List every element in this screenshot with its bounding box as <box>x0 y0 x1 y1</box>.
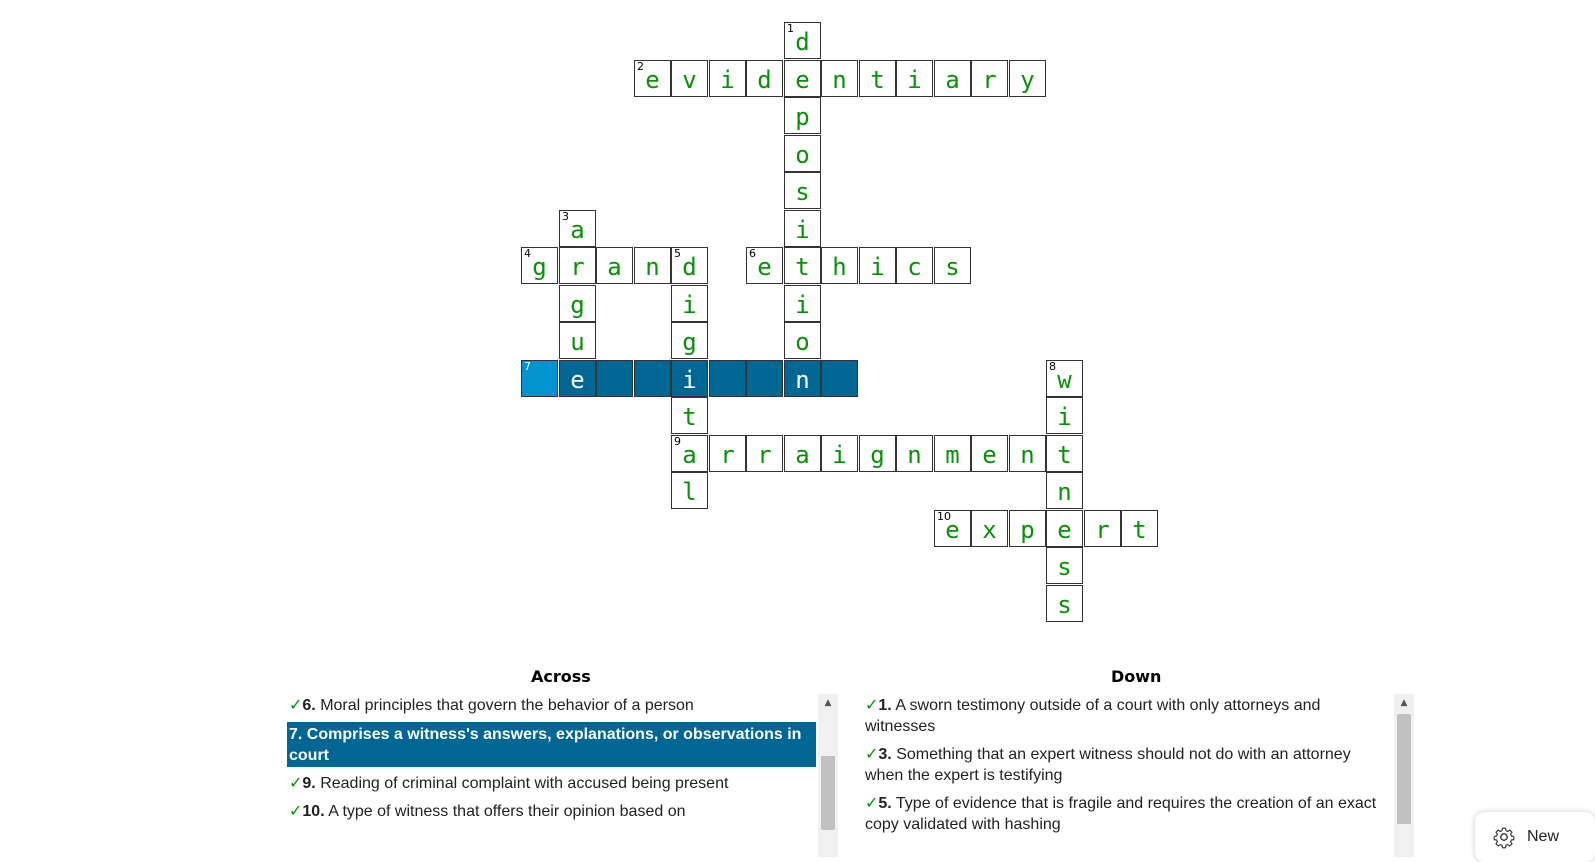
clue-number: 9 <box>674 435 681 448</box>
grid-cell[interactable] <box>896 247 933 284</box>
clue-number: 1 <box>787 22 794 35</box>
grid-cell[interactable] <box>671 435 708 472</box>
across-clue-item[interactable] <box>287 694 816 722</box>
clue-number-label: 3. <box>878 746 892 763</box>
cell-letter: n <box>795 366 810 394</box>
across-clue-item[interactable] <box>287 722 816 767</box>
cell-letter: t <box>682 403 697 431</box>
cell-letter: i <box>1057 403 1072 431</box>
grid-cell[interactable] <box>784 285 821 322</box>
clue-number-label: 5. <box>878 795 892 812</box>
checkmark-icon: ✓ <box>289 697 303 714</box>
grid-cell[interactable] <box>1046 547 1083 584</box>
cell-letter: e <box>945 516 960 544</box>
cell-letter: o <box>795 328 810 356</box>
cell-letter: s <box>1057 553 1072 581</box>
grid-cell[interactable] <box>559 360 596 397</box>
cell-letter: g <box>570 291 585 319</box>
grid-cell[interactable] <box>1046 510 1083 547</box>
cell-letter: i <box>720 66 735 94</box>
clue-text: Something that an expert witness should not do with an attorney when the expert is testifying <box>865 746 1351 784</box>
grid-cell[interactable] <box>971 510 1008 547</box>
clue-number: 5 <box>674 247 681 260</box>
cell-letter: l <box>682 478 697 506</box>
grid-cell[interactable] <box>671 360 708 397</box>
cell-letter: g <box>532 253 547 281</box>
down-clue-panel <box>863 694 1414 857</box>
scroll-up-icon[interactable]: ▲ <box>1400 698 1408 708</box>
grid-cell[interactable] <box>1046 397 1083 434</box>
grid-cell[interactable] <box>671 247 708 284</box>
grid-cell[interactable] <box>1009 60 1046 97</box>
grid-cell[interactable] <box>971 435 1008 472</box>
cell-letter: r <box>757 441 772 469</box>
clue-number: 6 <box>749 247 756 260</box>
grid-cell[interactable] <box>521 247 558 284</box>
across-heading: Across <box>531 667 591 686</box>
grid-cell[interactable] <box>559 210 596 247</box>
cell-letter: r <box>570 253 585 281</box>
down-scrollbar[interactable] <box>1394 694 1414 857</box>
cell-letter: v <box>682 66 697 94</box>
grid-cell[interactable] <box>559 285 596 322</box>
across-clue-panel <box>287 694 838 857</box>
grid-cell[interactable] <box>784 97 821 134</box>
cell-letter: e <box>1057 516 1072 544</box>
grid-cell[interactable] <box>784 60 821 97</box>
clue-number-label: 7. <box>289 726 303 743</box>
clue-number: 8 <box>1049 360 1056 373</box>
cell-letter: i <box>682 291 697 319</box>
checkmark-icon: ✓ <box>865 795 879 812</box>
cell-letter: d <box>682 253 697 281</box>
cell-letter: r <box>1095 516 1110 544</box>
grid-cell[interactable] <box>596 247 633 284</box>
clue-number: 10 <box>937 510 951 523</box>
cell-letter: a <box>682 441 697 469</box>
clue-number: 4 <box>524 247 531 260</box>
grid-cell[interactable] <box>1046 585 1083 622</box>
grid-cell[interactable] <box>784 360 821 397</box>
grid-cell[interactable] <box>896 60 933 97</box>
cell-letter: n <box>907 441 922 469</box>
grid-cell[interactable] <box>1009 510 1046 547</box>
grid-cell[interactable] <box>559 247 596 284</box>
clue-text: A sworn testimony outside of a court with only attorneys and witnesses <box>865 697 1321 735</box>
cell-letter: t <box>795 253 810 281</box>
grid-cell[interactable] <box>934 60 971 97</box>
grid-cell[interactable] <box>671 285 708 322</box>
across-clue-item[interactable] <box>287 772 816 800</box>
checkmark-icon: ✓ <box>865 697 879 714</box>
grid-cell[interactable] <box>896 435 933 472</box>
down-clue-item[interactable] <box>863 792 1392 841</box>
across-scrollbar[interactable] <box>818 694 838 857</box>
grid-cell[interactable] <box>746 435 783 472</box>
grid-cell[interactable] <box>709 360 746 397</box>
grid-cell[interactable] <box>821 360 858 397</box>
cell-letter: m <box>945 441 960 469</box>
grid-cell[interactable] <box>634 360 671 397</box>
cell-letter: r <box>720 441 735 469</box>
grid-cell[interactable] <box>1009 435 1046 472</box>
grid-cell[interactable] <box>859 435 896 472</box>
cell-letter: s <box>945 253 960 281</box>
clue-text: Type of evidence that is fragile and requires the creation of an exact copy validated with hashing <box>865 795 1377 833</box>
grid-cell[interactable] <box>784 22 821 59</box>
scroll-thumb[interactable] <box>1397 714 1411 824</box>
across-clue-item[interactable] <box>287 800 816 828</box>
grid-cell[interactable] <box>1046 472 1083 509</box>
cell-letter: w <box>1057 366 1072 394</box>
grid-cell[interactable] <box>559 322 596 359</box>
clue-number-label: 6. <box>302 697 316 714</box>
clue-number: 7 <box>524 360 531 373</box>
cell-letter: p <box>795 103 810 131</box>
cell-letter: i <box>870 253 885 281</box>
cell-letter: e <box>982 441 997 469</box>
cell-letter: r <box>982 66 997 94</box>
down-clue-item[interactable] <box>863 694 1392 743</box>
grid-cell[interactable] <box>671 397 708 434</box>
cell-letter: p <box>1020 516 1035 544</box>
grid-cell[interactable] <box>634 60 671 97</box>
cell-letter: x <box>982 516 997 544</box>
cell-letter: s <box>1057 591 1072 619</box>
grid-cell[interactable] <box>596 360 633 397</box>
grid-cell[interactable] <box>971 60 1008 97</box>
settings-button[interactable] <box>1475 812 1595 862</box>
cell-letter: i <box>795 291 810 319</box>
checkmark-icon: ✓ <box>865 746 879 763</box>
across-clue-list <box>287 694 816 828</box>
down-clue-list <box>863 694 1392 841</box>
cell-letter: i <box>907 66 922 94</box>
settings-label: New <box>1527 828 1560 845</box>
cell-letter: n <box>1020 441 1035 469</box>
cell-letter: d <box>795 28 810 56</box>
cell-letter: o <box>795 141 810 169</box>
cell-letter: y <box>1020 66 1035 94</box>
cell-letter: g <box>682 328 697 356</box>
clue-text: Moral principles that govern the behavior of a person <box>315 697 694 714</box>
cell-letter: a <box>945 66 960 94</box>
down-heading: Down <box>1111 667 1162 686</box>
grid-cell[interactable] <box>821 247 858 284</box>
cell-letter: h <box>832 253 847 281</box>
grid-cell[interactable] <box>934 435 971 472</box>
grid-cell[interactable] <box>1046 360 1083 397</box>
grid-cell[interactable] <box>1121 510 1158 547</box>
cell-letter: d <box>757 66 772 94</box>
cell-letter: e <box>795 66 810 94</box>
grid-cell[interactable] <box>934 247 971 284</box>
down-clue-item[interactable] <box>863 743 1392 792</box>
grid-cell[interactable] <box>784 247 821 284</box>
cell-letter: s <box>795 178 810 206</box>
cell-letter: a <box>795 441 810 469</box>
cell-letter: e <box>570 366 585 394</box>
grid-cell[interactable] <box>671 322 708 359</box>
grid-cell[interactable] <box>709 60 746 97</box>
grid-cell[interactable] <box>634 247 671 284</box>
clue-text: Reading of criminal complaint with accused being present <box>315 775 729 792</box>
clue-number: 2 <box>637 60 644 73</box>
grid-cell[interactable] <box>746 60 783 97</box>
cell-letter: c <box>907 253 922 281</box>
gear-icon <box>1493 826 1515 848</box>
cell-letter: g <box>870 441 885 469</box>
grid-cell[interactable] <box>521 360 558 397</box>
checkmark-icon: ✓ <box>289 803 303 820</box>
checkmark-icon: ✓ <box>289 775 303 792</box>
clue-number: 3 <box>562 210 569 223</box>
cell-letter: t <box>1132 516 1147 544</box>
grid-cell[interactable] <box>784 435 821 472</box>
grid-cell[interactable] <box>746 360 783 397</box>
cell-letter: e <box>645 66 660 94</box>
grid-cell[interactable] <box>784 322 821 359</box>
grid-cell[interactable] <box>821 60 858 97</box>
grid-cell[interactable] <box>859 60 896 97</box>
grid-cell[interactable] <box>784 172 821 209</box>
grid-cell[interactable] <box>746 247 783 284</box>
cell-letter: i <box>795 216 810 244</box>
cell-letter: u <box>570 328 585 356</box>
scroll-thumb[interactable] <box>821 756 835 830</box>
cell-letter: i <box>682 366 697 394</box>
cell-letter: n <box>832 66 847 94</box>
cell-letter: n <box>645 253 660 281</box>
cell-letter: a <box>570 216 585 244</box>
cell-letter: e <box>757 253 772 281</box>
scroll-up-icon[interactable]: ▲ <box>824 698 832 708</box>
grid-cell[interactable] <box>671 472 708 509</box>
grid-cell[interactable] <box>859 247 896 284</box>
grid-cell[interactable] <box>821 435 858 472</box>
cell-letter: t <box>1057 441 1072 469</box>
clue-number-label: 9. <box>302 775 316 792</box>
clue-text: A type of witness that offers their opinion based on <box>324 803 686 820</box>
cell-letter: n <box>1057 478 1072 506</box>
grid-cell[interactable] <box>934 510 971 547</box>
grid-cell[interactable] <box>784 210 821 247</box>
grid-cell[interactable] <box>1084 510 1121 547</box>
grid-cell[interactable] <box>784 135 821 172</box>
grid-cell[interactable] <box>709 435 746 472</box>
cell-letter: i <box>832 441 847 469</box>
clue-text: Comprises a witness's answers, explanations, or observations in court <box>289 726 802 764</box>
cell-letter: t <box>870 66 885 94</box>
grid-cell[interactable] <box>671 60 708 97</box>
clue-number-label: 10. <box>302 803 325 820</box>
clue-number-label: 1. <box>878 697 892 714</box>
cell-letter: a <box>607 253 622 281</box>
grid-cell[interactable] <box>1046 435 1083 472</box>
